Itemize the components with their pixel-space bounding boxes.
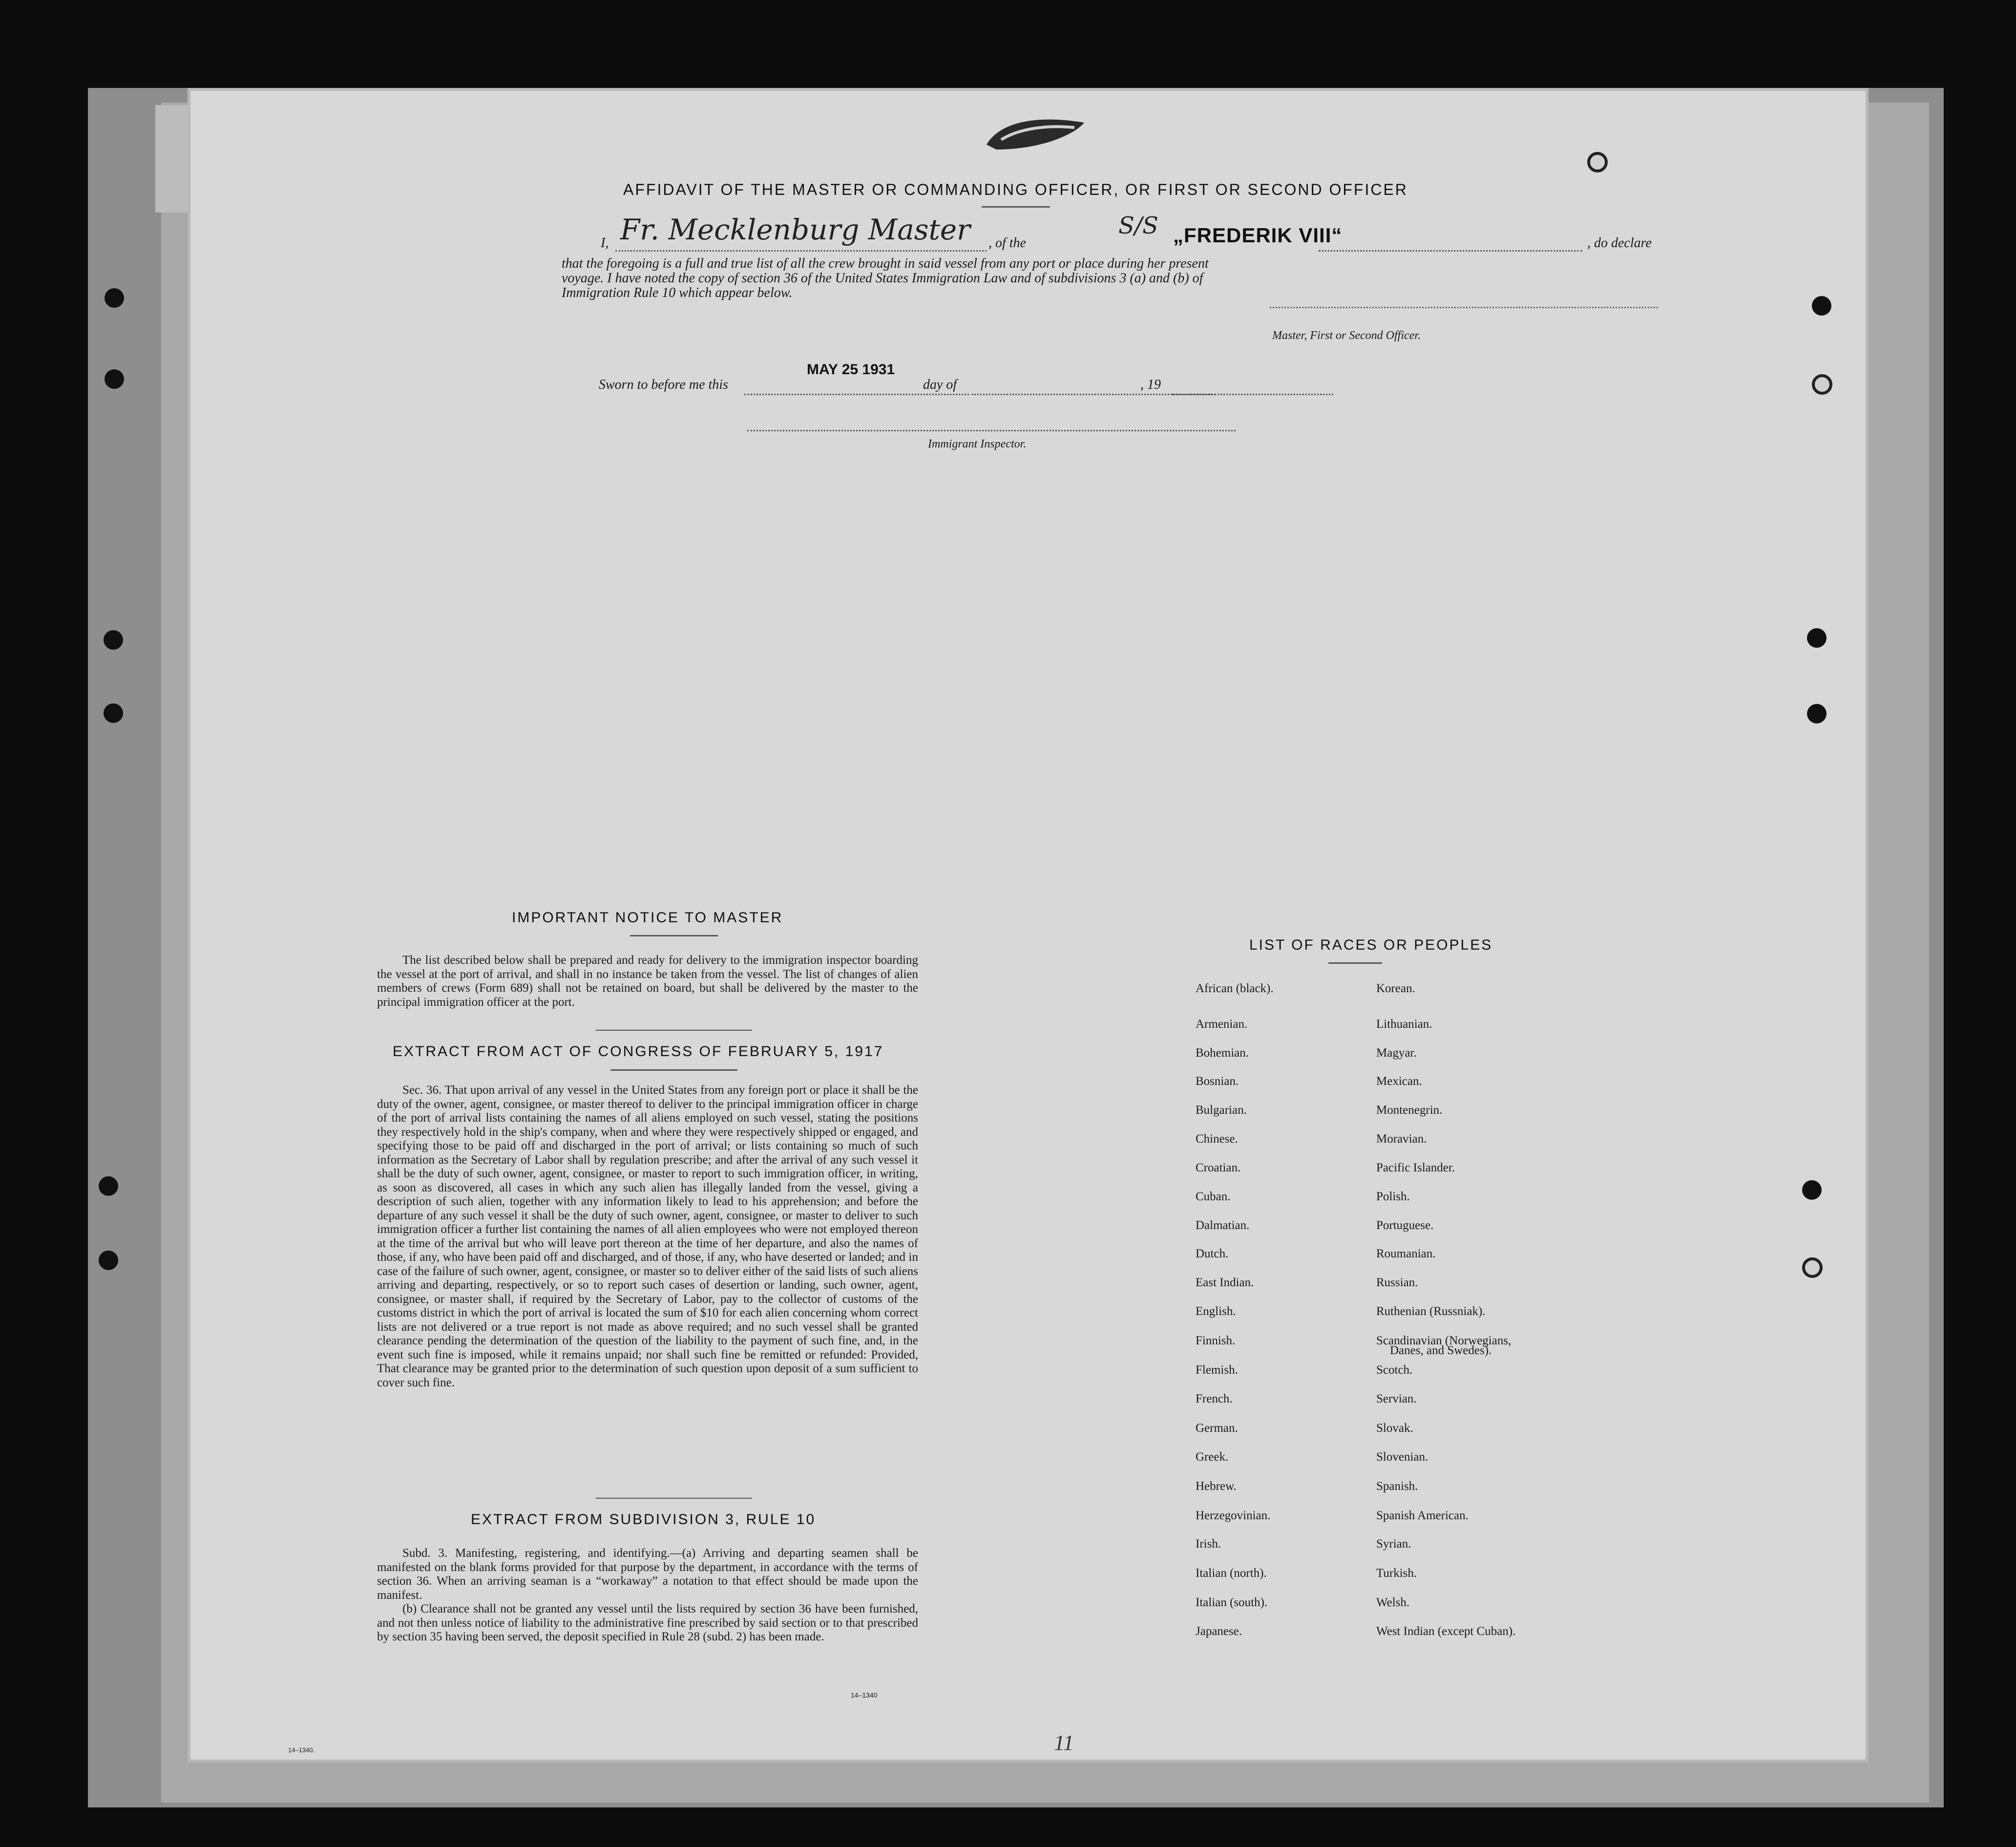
race-left-item: Japanese. bbox=[1196, 1625, 1242, 1638]
affidavit-line-1: that the foregoing is a full and true list of all the crew brought in said vessel from any port or place during her present bbox=[562, 256, 1209, 271]
ship-fill-line bbox=[1319, 247, 1582, 252]
extract-act-rule bbox=[610, 1069, 737, 1071]
sworn-label: Sworn to before me this bbox=[599, 377, 728, 392]
punch-hole bbox=[99, 1251, 118, 1270]
race-left-item: Dalmatian. bbox=[1196, 1219, 1250, 1232]
of-the-label: , of the bbox=[988, 235, 1026, 251]
punch-hole bbox=[1812, 296, 1831, 316]
punch-hole bbox=[105, 288, 124, 308]
race-left-item: French. bbox=[1196, 1392, 1233, 1405]
race-left-item: Chinese. bbox=[1196, 1132, 1238, 1146]
ship-prefix-handwritten: S/S bbox=[1118, 212, 1158, 239]
notice-rule bbox=[630, 935, 718, 936]
race-right-item: Korean. bbox=[1376, 982, 1415, 995]
race-left-item: English. bbox=[1196, 1305, 1236, 1318]
extract-rule-title: EXTRACT FROM SUBDIVISION 3, RULE 10 bbox=[471, 1511, 816, 1528]
race-left-item: Flemish. bbox=[1196, 1363, 1238, 1377]
race-left-item: Herzegovinian. bbox=[1196, 1509, 1271, 1522]
extract-act-divider bbox=[596, 1498, 752, 1499]
signature-caption: Master, First or Second Officer. bbox=[1272, 329, 1421, 342]
subdivision-a: Subd. 3. Manifesting, registering, and identifying.—(a) Arriving and departing seamen shall be manifested on the blank forms provided for that purpose by the department, in accordance with the terms of section 36. When an arriving seaman is a “workaway” a notation to that effect should be made upon the manifest. bbox=[377, 1547, 918, 1602]
date-stamp: MAY 25 1931 bbox=[807, 361, 895, 378]
punch-hole bbox=[1587, 152, 1608, 172]
race-left-item: Irish. bbox=[1196, 1537, 1221, 1550]
ship-name-stamp: „FREDERIK VIII“ bbox=[1173, 224, 1343, 247]
race-right-item: West Indian (except Cuban). bbox=[1376, 1625, 1516, 1638]
affidavit-line-2: voyage. I have noted the copy of section 36 of the United States Immigration Law and of subdivisions 3 (a) and (b) of bbox=[562, 271, 1203, 286]
race-right-item: Slovenian. bbox=[1376, 1450, 1428, 1464]
race-left-item: Bosnian. bbox=[1196, 1075, 1239, 1088]
race-left-item: Italian (south). bbox=[1196, 1596, 1268, 1609]
race-left-item: Croatian. bbox=[1196, 1161, 1241, 1174]
race-left-item: African (black). bbox=[1196, 982, 1274, 995]
race-right-item: Servian. bbox=[1376, 1392, 1417, 1405]
race-right-item: Polish. bbox=[1376, 1190, 1410, 1203]
punch-hole bbox=[1802, 1257, 1823, 1278]
form-number: 14–1340 bbox=[851, 1691, 878, 1699]
race-right-item: Welsh. bbox=[1376, 1596, 1410, 1609]
do-declare-label: , do declare bbox=[1587, 235, 1652, 251]
year-fill bbox=[1172, 392, 1216, 395]
extract-act-text: Sec. 36. That upon arrival of any vessel in the United States from any foreign port or place it shall be the duty of the owner, agent, consignee, or master thereof to deliver to the principal immigration officer in charge of the port of arrival lists containing the names of all aliens employed on such vessel, stating the positions they respectively hold in the ship's company, when and where they were respectively shipped or engaged, and specifying those to be paid off and discharged in the port of arrival; or lists containing so much of such information as the Secretary of Labor shall by regulation prescribe; and after the arrival of any such vessel it shall be the duty of such owner, agent, consignee, or master to report to such immigration officer, in writing, as soon as discovered, all cases in which any such alien has illegally landed from the vessel, giving a description of such alien, together with any information likely to lead to his apprehension; and before the departure of any such vessel it shall be the duty of such owner, agent, consignee, or master to deliver to such immigration officer a further list containing the names of all alien employees who were not employed thereon at the time of the arrival but who will leave port thereon at the time of her departure, and also the names of those, if any, who have been paid off and discharged, and of those, if any, who have deserted or landed; and in case of the failure of such owner, agent, consignee, or master so to deliver either of the said lists of such aliens arriving and departing, respectively, or so to report such cases of desertion or landing, such owner, agent, consignee, or master shall, if required by the Secretary of Labor, pay to the collector of customs of the customs district in which the port of arrival is located the sum of $10 for each alien concerning whom correct lists are not delivered or a true report is not made as above required; and no such vessel shall be granted clearance pending the determination of the question of the liability to the payment of such fine, and, in the event such fine is imposed, while it remains unpaid; nor shall such fine be remitted or refunded: Provided, That clearance may be granted prior to the determination of such question upon deposit of a sum sufficient to cover such fine. bbox=[377, 1083, 918, 1389]
race-right-item: Scandinavian (Norwegians, bbox=[1376, 1334, 1512, 1347]
form-number-bottom: 14–1340. bbox=[288, 1746, 315, 1754]
race-right-item: Turkish. bbox=[1376, 1567, 1417, 1580]
i-label: I, bbox=[601, 235, 609, 251]
punch-hole bbox=[1807, 628, 1827, 648]
extract-rule-text bbox=[377, 1547, 918, 1644]
race-right-item: Magyar. bbox=[1376, 1046, 1417, 1060]
title-rule bbox=[982, 206, 1050, 208]
race-right-item: Spanish American. bbox=[1376, 1509, 1469, 1522]
race-right-item: Portuguese. bbox=[1376, 1219, 1434, 1232]
race-right-item: Spanish. bbox=[1376, 1480, 1418, 1493]
punch-hole bbox=[1812, 374, 1832, 395]
race-left-item: Bulgarian. bbox=[1196, 1104, 1247, 1117]
race-left-item: Dutch. bbox=[1196, 1247, 1229, 1260]
punch-hole bbox=[1802, 1180, 1822, 1200]
race-right-item: Ruthenian (Russniak). bbox=[1376, 1305, 1486, 1318]
handwritten-mark: 11 bbox=[1054, 1731, 1074, 1755]
race-right-item: Slovak. bbox=[1376, 1422, 1413, 1435]
races-rule bbox=[1328, 962, 1382, 964]
underlying-page-edge bbox=[155, 105, 190, 212]
race-right-item: Syrian. bbox=[1376, 1537, 1411, 1550]
race-right-item: Lithuanian. bbox=[1376, 1018, 1432, 1031]
race-right-item: Roumanian. bbox=[1376, 1247, 1436, 1260]
punch-hole bbox=[104, 703, 123, 723]
punch-hole bbox=[1807, 704, 1827, 723]
race-right-item: Scotch. bbox=[1376, 1363, 1413, 1377]
notice-title: IMPORTANT NOTICE TO MASTER bbox=[512, 910, 783, 926]
day-of-label: day of bbox=[923, 377, 957, 392]
affidavit-line-3: Immigration Rule 10 which appear below. bbox=[562, 285, 793, 300]
race-right-item: Mexican. bbox=[1376, 1075, 1422, 1088]
race-left-item: Italian (north). bbox=[1196, 1567, 1267, 1580]
inspector-fill-line bbox=[747, 428, 1236, 431]
affidavit-title: AFFIDAVIT OF THE MASTER OR COMMANDING OFFICER, OR FIRST OR SECOND OFFICER bbox=[623, 181, 1408, 198]
race-right-item: Moravian. bbox=[1376, 1132, 1427, 1146]
inspector-caption: Immigrant Inspector. bbox=[928, 438, 1027, 450]
races-title: LIST OF RACES OR PEOPLES bbox=[1249, 937, 1493, 953]
race-left-item: Hebrew. bbox=[1196, 1480, 1237, 1493]
name-fill-line bbox=[615, 247, 987, 252]
race-left-item: Finnish. bbox=[1196, 1334, 1236, 1347]
document-page bbox=[190, 91, 1866, 1760]
race-left-item: German. bbox=[1196, 1422, 1238, 1435]
race-left-item: Armenian. bbox=[1196, 1018, 1248, 1031]
signature-fill-line bbox=[1270, 306, 1658, 308]
paper-tear-mark bbox=[982, 110, 1094, 154]
notice-text: The list described below shall be prepared and ready for delivery to the immigration inspector boarding the vessel at the port of arrival, and shall in no instance be taken from the vessel. The list of changes of alien members of crews (Form 689) shall not be retained on board, but shall be delivered by the master to the principal immigration officer at the port. bbox=[377, 954, 918, 1009]
punch-hole bbox=[99, 1176, 118, 1196]
race-right-item: Pacific Islander. bbox=[1376, 1161, 1455, 1174]
punch-hole bbox=[105, 369, 124, 389]
notice-divider bbox=[596, 1030, 752, 1031]
race-right-continuation: Danes, and Swedes). bbox=[1390, 1344, 1492, 1357]
race-left-item: Bohemian. bbox=[1196, 1046, 1249, 1060]
race-left-item: Greek. bbox=[1196, 1450, 1229, 1464]
signer-name-handwritten: Fr. Mecklenburg Master bbox=[620, 213, 970, 246]
race-left-item: Cuban. bbox=[1196, 1190, 1231, 1203]
race-left-item: East Indian. bbox=[1196, 1276, 1254, 1289]
subdivision-b: (b) Clearance shall not be granted any vessel until the lists required by section 36 have been furnished, and not then unless notice of liability to the administrative fine prescribed by said section or to that prescribed by section 35 having been served, the deposit specified in Rule 28 (subd. 2) has been made. bbox=[377, 1602, 918, 1643]
race-right-item: Russian. bbox=[1376, 1276, 1418, 1289]
punch-hole bbox=[104, 630, 123, 650]
extract-act-title: EXTRACT FROM ACT OF CONGRESS OF FEBRUARY 5, 1917 bbox=[393, 1043, 884, 1060]
race-right-item: Montenegrin. bbox=[1376, 1104, 1443, 1117]
year-prefix: , 19 bbox=[1140, 377, 1161, 392]
